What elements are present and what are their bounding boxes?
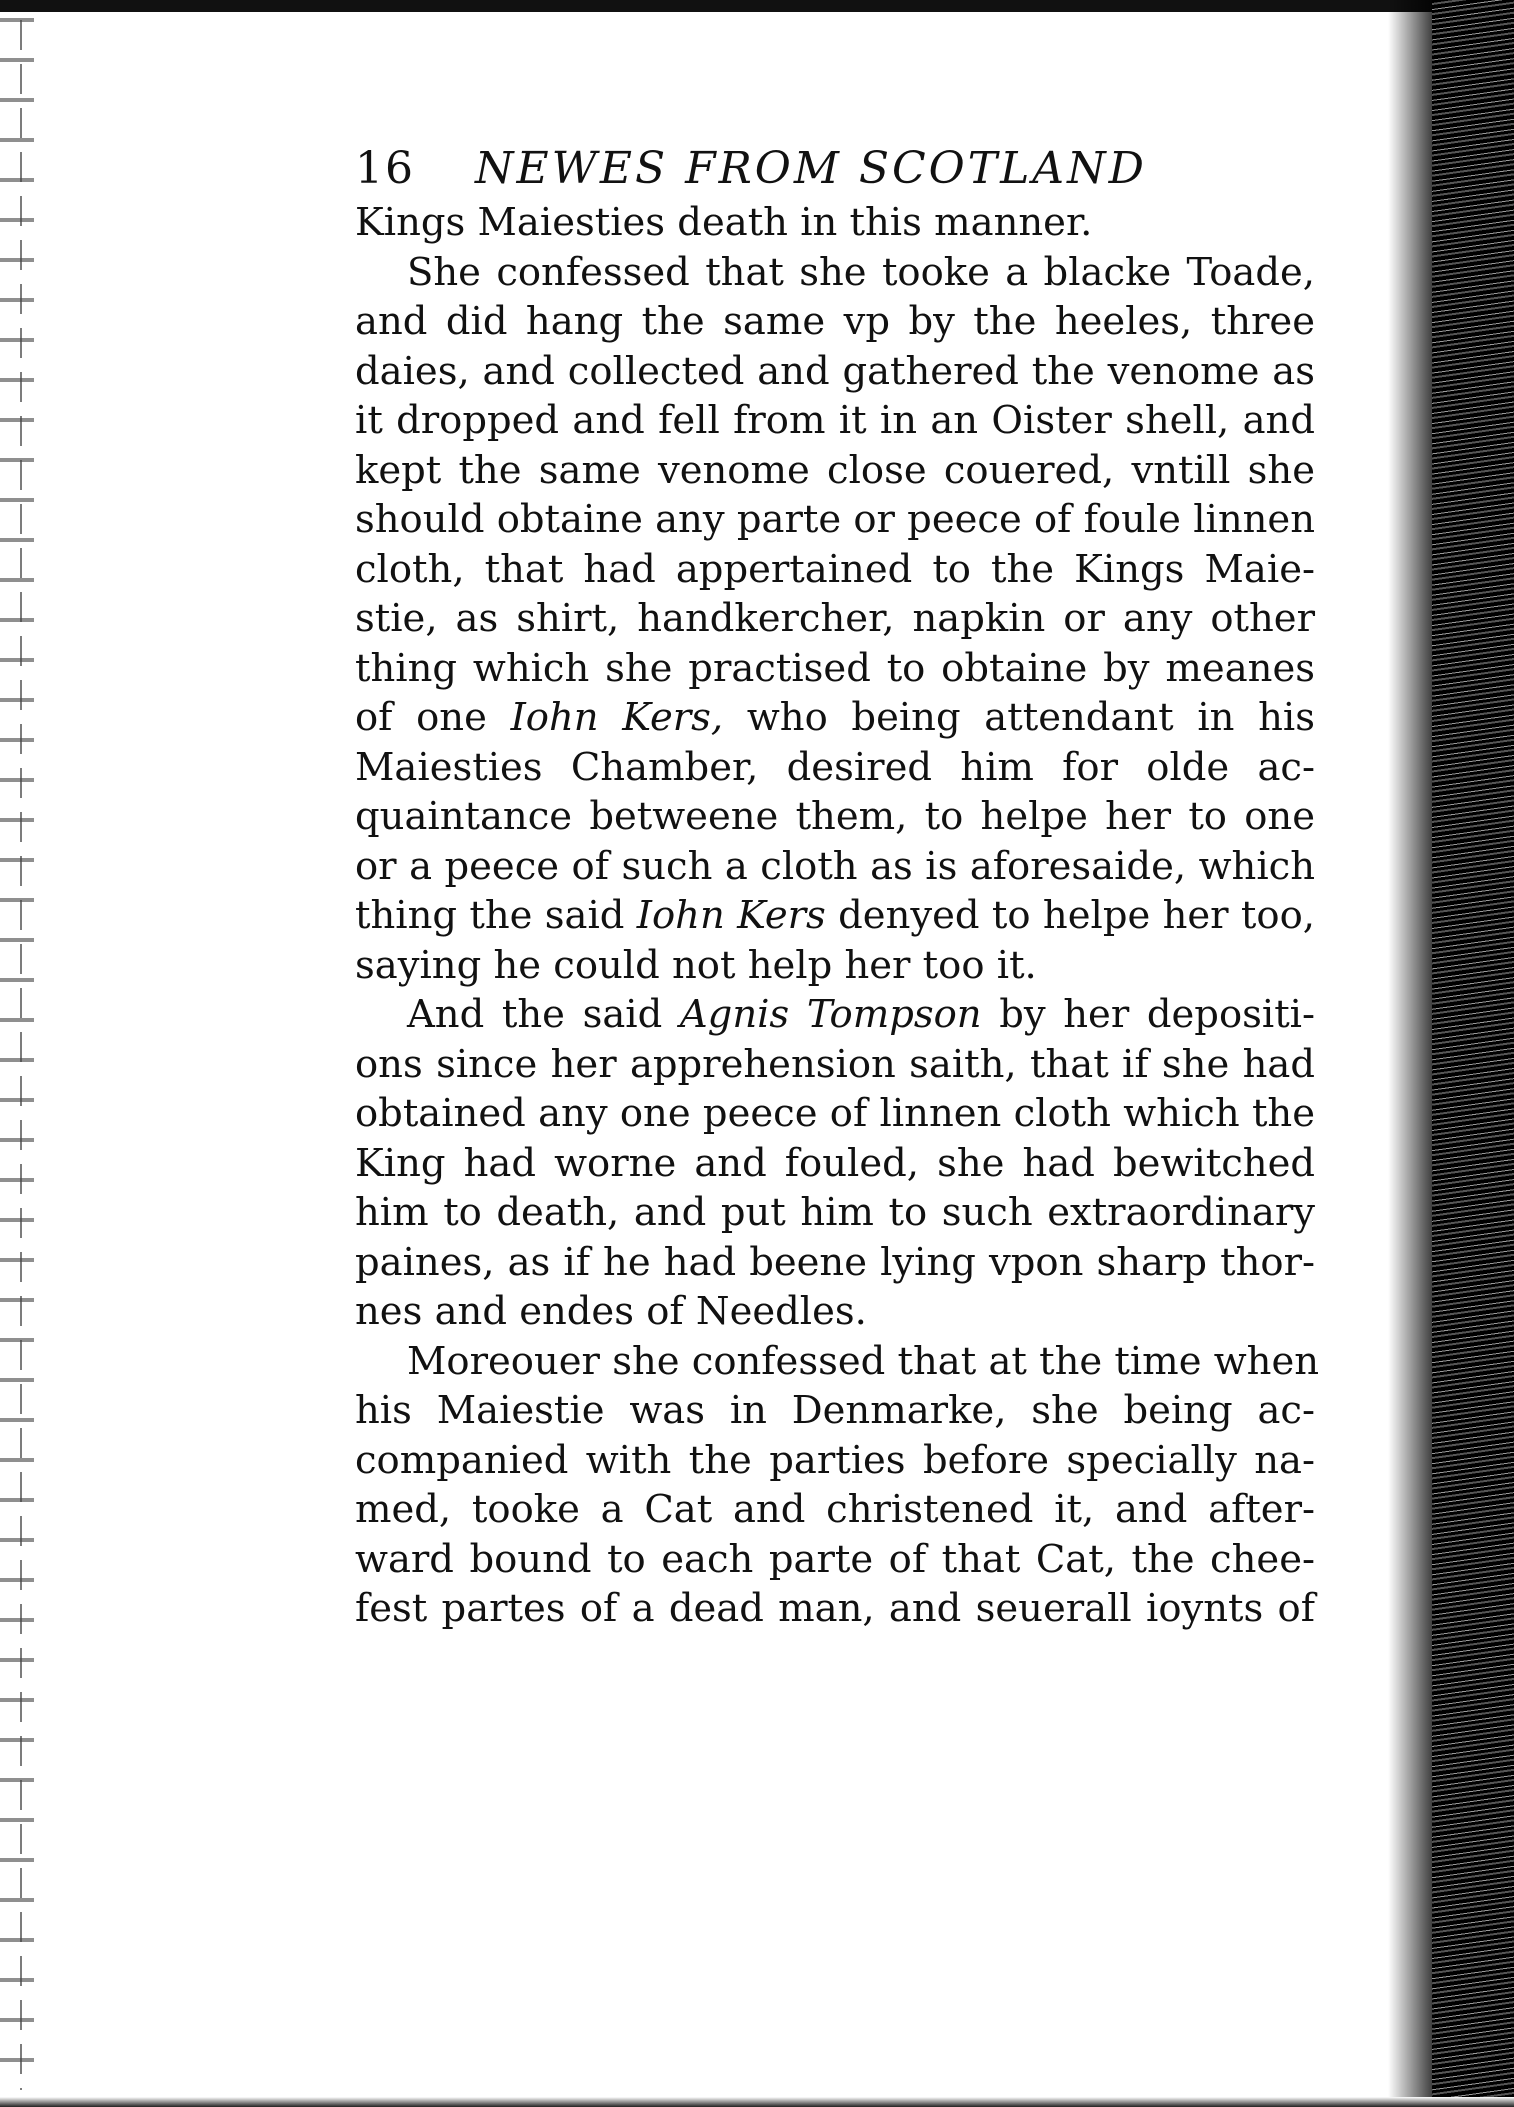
text-segment: it dropped and fell from it in an Oister shell, and [355,398,1315,443]
text-line [355,1584,1315,1634]
text-line [355,248,1315,298]
text-segment: or a peece of such a cloth as is aforesaide, which [355,843,1315,889]
text-segment: kept the same venome close couered, vntill she [355,447,1315,493]
text-segment: his Maiestie was in Denmarke, she being ac- [355,1388,1315,1433]
text-segment: by her depositi- [981,992,1315,1037]
text-line [355,594,1315,644]
text-segment: Maiesties Chamber, desired him for olde ac- [355,744,1315,790]
text-line [355,1436,1315,1486]
text-segment: denyed to helpe her too, [825,893,1315,938]
text-line [355,1089,1315,1139]
text-line [355,792,1315,842]
text-segment: stie, as shirt, handkercher, napkin or any other [355,596,1315,641]
text-line [355,743,1315,793]
text-segment: of one [355,695,511,740]
body-text [355,198,1320,1634]
text-segment: should obtaine any parte or peece of foule linnen [355,497,1315,542]
text-line [355,990,1315,1040]
page-number: 16 [355,143,415,194]
scan-border-top [0,0,1514,12]
text-line [355,693,1315,743]
scan-border-right [1432,0,1514,2107]
text-line [355,396,1315,446]
scan-border-left [0,0,34,2107]
running-head [355,140,1315,198]
text-line [355,347,1315,397]
italic-name: Iohn Kers, [510,695,724,740]
text-segment: Kings Maiesties death in this manner. [355,200,1093,245]
text-line [355,1287,1315,1337]
text-line [355,446,1315,496]
text-segment: med, tooke a Cat and christened it, and after- [355,1487,1315,1532]
text-segment: And the said [407,992,680,1037]
text-segment: King had worne and fouled, she had bewitched [355,1140,1315,1186]
text-segment: cloth, that had appertained to the Kings Maie- [355,546,1315,592]
text-segment: who being attendant in his [723,695,1315,740]
scan-shadow-right [1388,0,1438,2107]
text-segment: quaintance betweene them, to helpe her to one [355,794,1315,839]
text-segment: saying he could not help her too it. [355,942,1037,988]
text-line [355,891,1315,941]
text-line [355,1238,1315,1288]
text-line [355,1535,1315,1585]
text-line [355,644,1315,694]
text-segment: daies, and collected and gathered the venome as [355,348,1315,394]
text-segment: thing which she practised to obtaine by meanes [355,645,1315,691]
text-segment: fest partes of a dead man, and seuerall ioynts of [355,1586,1315,1631]
italic-name: Agnis Tompson [679,992,982,1037]
text-line [355,198,1315,248]
text-segment: nes and endes of Needles. [355,1289,867,1334]
text-segment: thing the said [355,893,637,938]
italic-name: Iohn Kers [636,893,826,938]
text-segment: ons since her apprehension saith, that if she had [355,1041,1315,1087]
running-title: NEWES FROM SCOTLAND [475,143,1147,194]
text-line [355,1485,1315,1535]
text-segment: and did hang the same vp by the heeles, three [355,299,1315,344]
text-segment: obtained any one peece of linnen cloth which the [355,1091,1315,1136]
text-line [355,297,1315,347]
scan-border-bottom [0,2097,1514,2107]
text-segment: him to death, and put him to such extraordinary [355,1190,1315,1235]
text-line [355,1188,1315,1238]
binding-shadow-line [20,20,22,2090]
text-segment: Moreouer she confessed that at the time when [407,1338,1320,1384]
text-line [355,941,1315,991]
text-line [355,1386,1315,1436]
text-line [355,1139,1315,1189]
text-segment: ward bound to each parte of that Cat, the chee- [355,1536,1315,1582]
text-line [355,1040,1315,1090]
text-segment: She confessed that she tooke a blacke Toade, [407,249,1315,295]
text-line [355,842,1315,892]
text-segment: paines, as if he had beene lying vpon sharp thor- [355,1239,1315,1285]
text-segment: companied with the parties before specially na- [355,1437,1315,1483]
page-text-block [355,140,1320,1634]
text-line [355,545,1315,595]
text-line [355,1337,1320,1387]
text-line [355,495,1315,545]
